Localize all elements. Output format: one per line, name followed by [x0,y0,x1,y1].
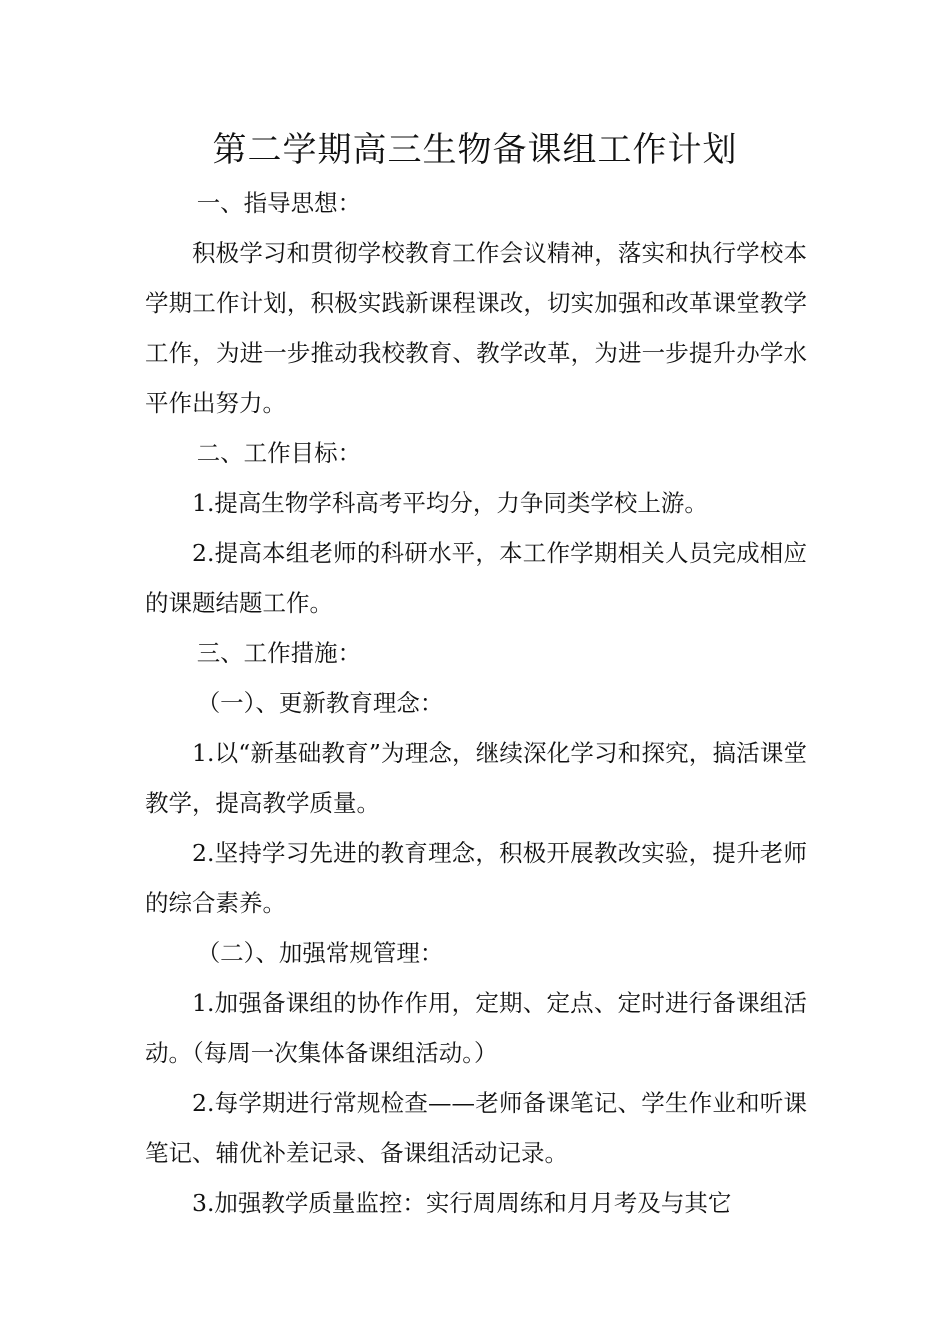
goal-item-2: 2.提高本组老师的科研水平，本工作学期相关人员完成相应的课题结题工作。 [145,539,807,617]
paragraph-guiding-ideology: 积极学习和贯彻学校教育工作会议精神，落实和执行学校本学期工作计划，积极实践新课程课改，切实加强和改革课堂教学工作，为进一步推动我校教育、教学改革，为进一步提升办学水平作出努力。 [145,239,807,417]
measure-item-2-1: 1.加强备课组的协作作用，定期、定点、定时进行备课组活动。（每周一次集体备课组活动。） [145,989,807,1067]
document-body [145,178,807,1228]
subsection-heading-routine-management: （二）、加强常规管理： [196,939,444,967]
section-heading-work-measures: 三、工作措施： [196,639,362,667]
measure-item-1-2: 2.坚持学习先进的教育理念，积极开展教改实验，提升老师的综合素养。 [145,839,807,917]
measure-item-2-3: 3.加强教学质量监控：实行周周练和月月考及与其它 [192,1189,732,1217]
measure-item-2-2: 2.每学期进行常规检查——老师备课笔记、学生作业和听课笔记、辅优补差记录、备课组活动记录。 [145,1089,807,1167]
section-heading-guiding-ideology: 一、指导思想： [196,189,362,217]
subsection-heading-update-concepts: （一）、更新教育理念： [196,689,444,717]
measure-item-1-1: 1.以“新基础教育”为理念，继续深化学习和探究，搞活课堂教学，提高教学质量。 [145,739,807,817]
document-title: 第二学期高三生物备课组工作计划 [212,130,738,170]
goal-item-1: 1.提高生物学科高考平均分，力争同类学校上游。 [192,489,708,517]
section-heading-work-goals: 二、工作目标： [196,439,362,467]
